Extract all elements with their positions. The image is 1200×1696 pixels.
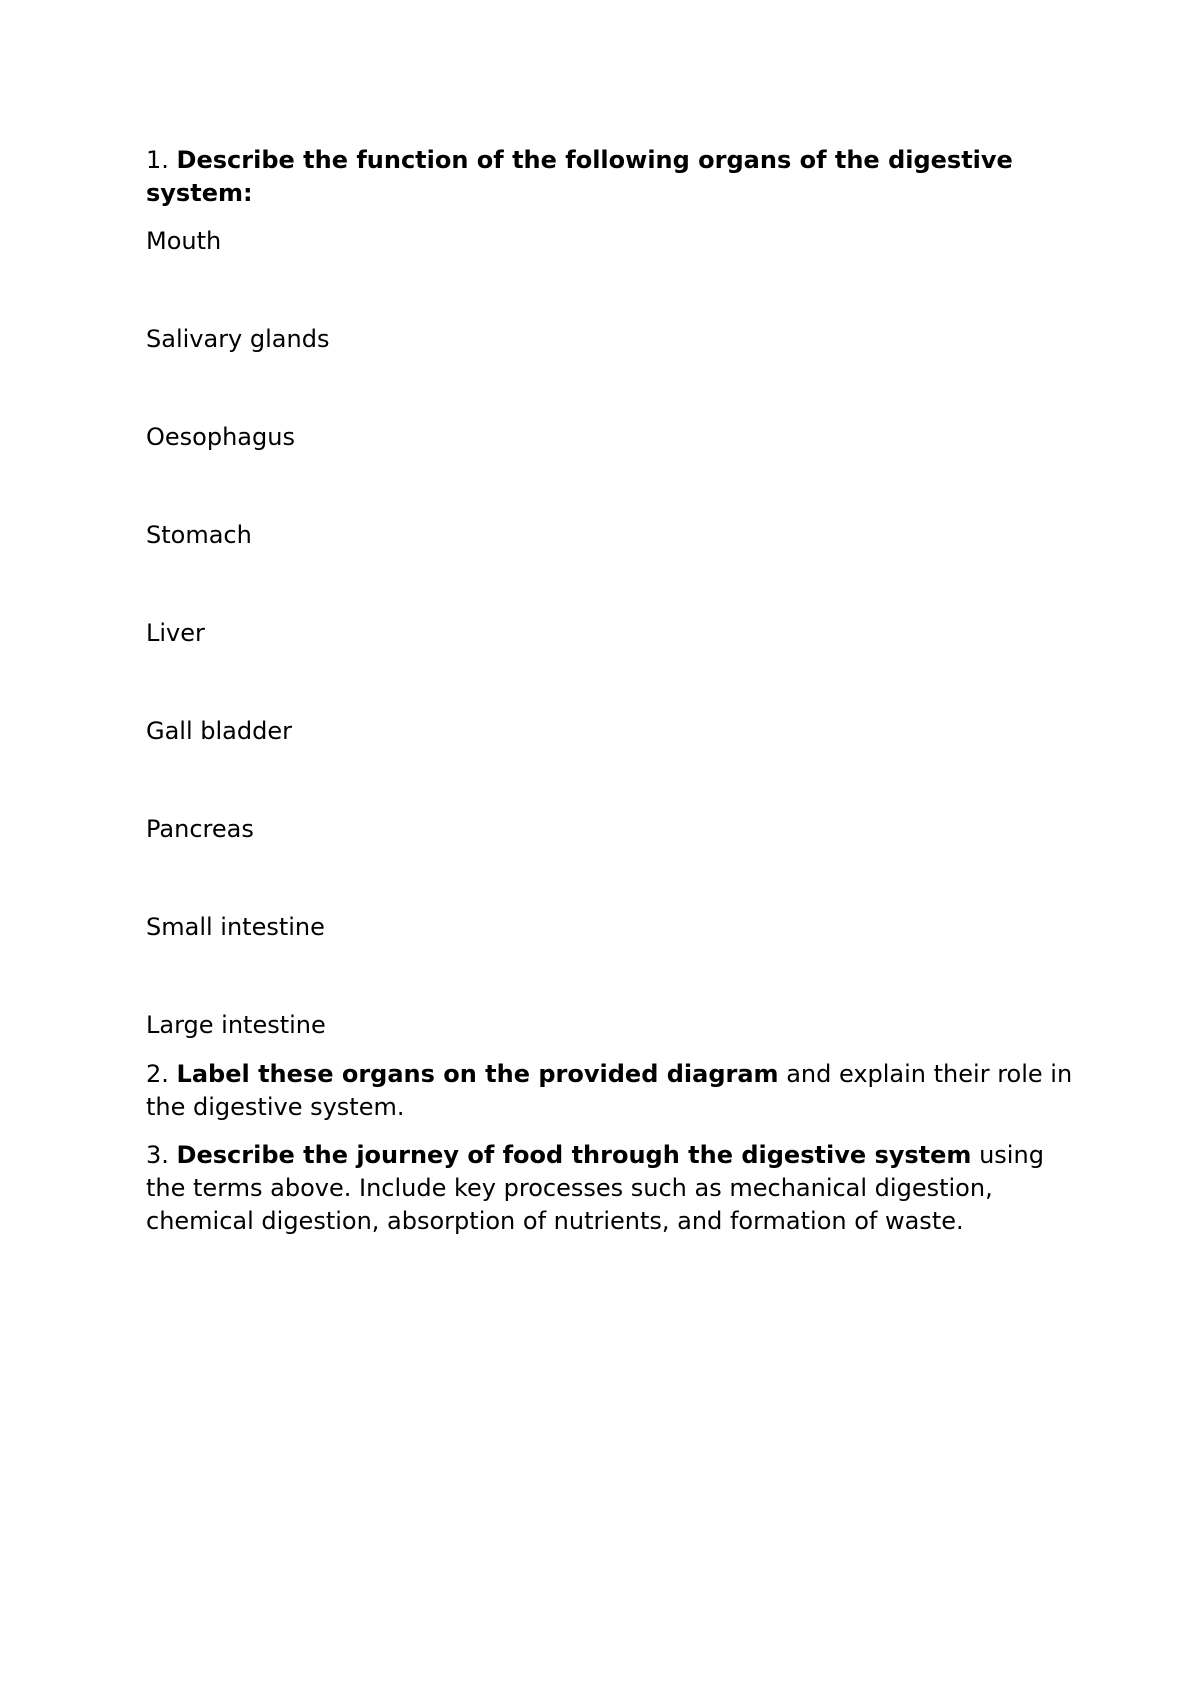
question-1-prompt: Describe the function of the following organs of the digestive system: [146, 146, 1013, 207]
organ-pancreas: Pancreas [146, 815, 254, 843]
question-3-bold: Describe the journey of food through the digestive system [176, 1141, 972, 1169]
question-3-number: 3. [146, 1141, 169, 1169]
organ-stomach: Stomach [146, 521, 252, 549]
organ-liver: Liver [146, 619, 205, 647]
question-2 [146, 1058, 1076, 1124]
organ-large-intestine: Large intestine [146, 1011, 326, 1039]
question-1-number: 1. [146, 146, 169, 174]
question-3 [146, 1139, 1076, 1238]
question-1 [146, 144, 1076, 210]
organ-gall-bladder: Gall bladder [146, 717, 292, 745]
question-2-number: 2. [146, 1060, 169, 1088]
organ-salivary-glands: Salivary glands [146, 325, 330, 353]
question-2-bold: Label these organs on the provided diagram [176, 1060, 779, 1088]
question-2-rest: and explain their role in the digestive system. [146, 1060, 1073, 1121]
organ-small-intestine: Small intestine [146, 913, 325, 941]
organ-mouth: Mouth [146, 227, 222, 255]
question-3-rest: using the terms above. Include key processes such as mechanical digestion, chemical digestion, absorption of nutrients, and formation of waste. [146, 1141, 1044, 1235]
organ-oesophagus: Oesophagus [146, 423, 295, 451]
